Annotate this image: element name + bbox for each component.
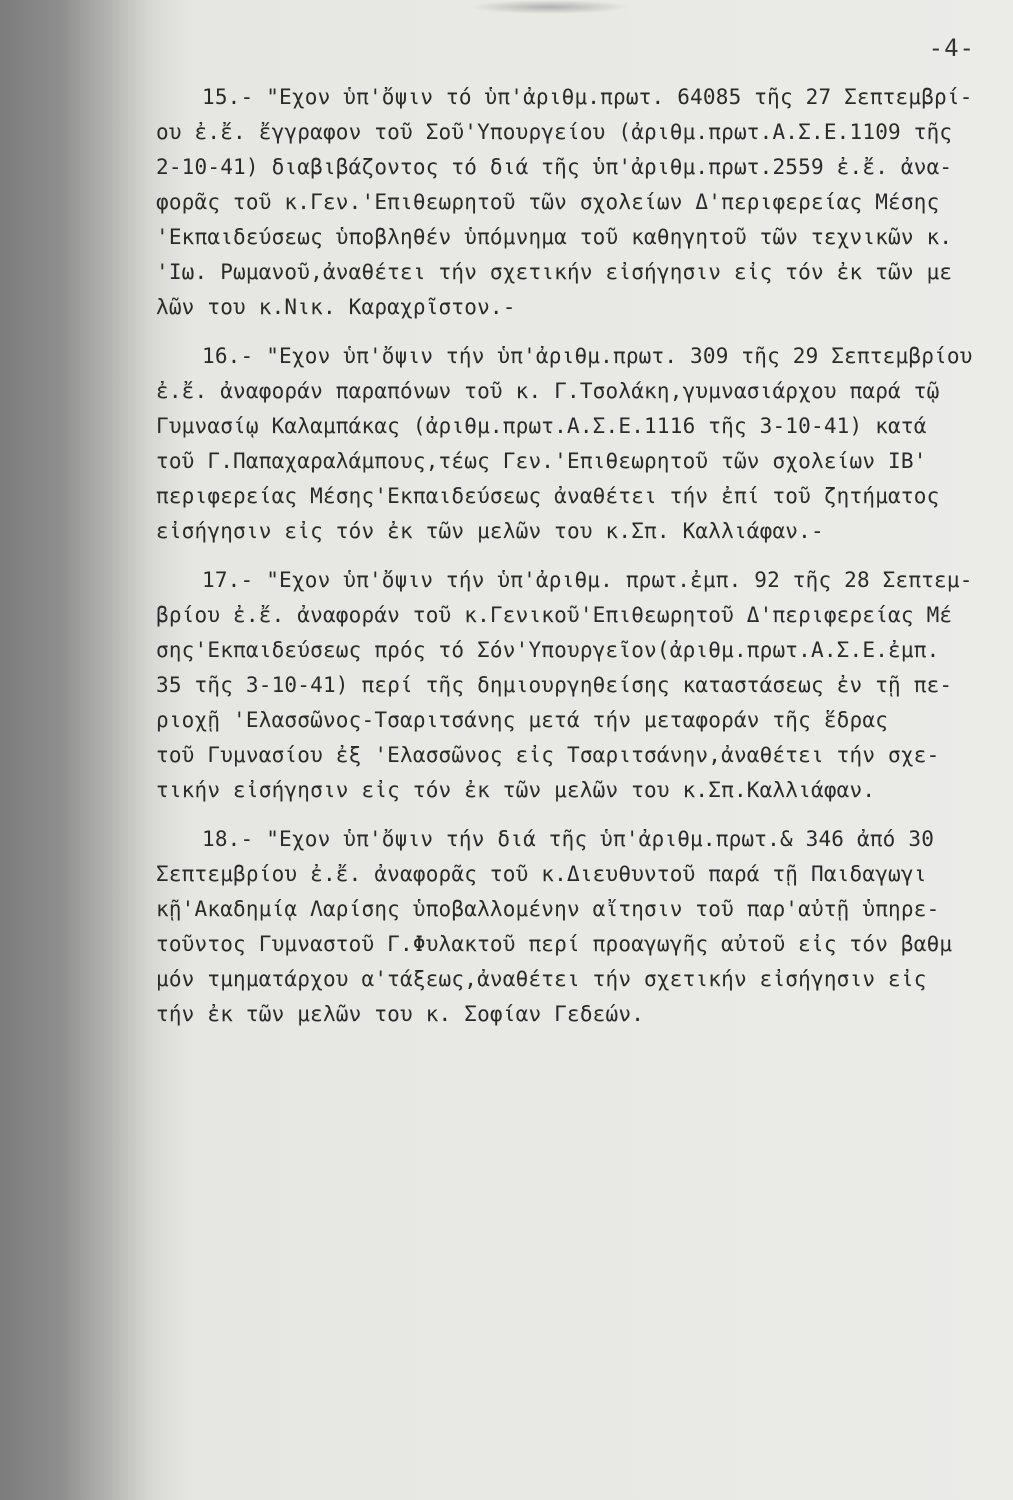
text-line: 'Εκπαιδεύσεως ὑποβληθέν ὑπόμνημα τοῦ καθηγητοῦ τῶν τεχνικῶν κ.	[156, 225, 953, 249]
text-line: τοῦ Γ.Παπαχαραλάμπους,τέως Γεν.'Επιθεωρητοῦ τῶν σχολείων ΙΒ'	[156, 449, 927, 473]
text-line: Σεπτεμβρίου ἐ.ἔ. ἀναφορᾶς τοῦ κ.Διευθυντοῦ παρά τῇ Παιδαγωγι	[156, 862, 927, 886]
text-line: περιφερείας Μέσης'Εκπαιδεύσεως ἀναθέτει τήν ἐπί τοῦ ζητήματος	[156, 484, 940, 508]
paragraph-17	[156, 563, 989, 808]
text-line: κῇ'Ακαδημίᾳ Λαρίσης ὑποβαλλομένην αἴτησιν τοῦ παρ'αὐτῇ ὑπηρε-	[156, 897, 940, 921]
paragraph-16	[156, 339, 989, 549]
scan-smudge	[470, 0, 630, 14]
paragraph-15	[156, 80, 989, 325]
text-line: Γυμνασίῳ Καλαμπάκας (ἀριθμ.πρωτ.Α.Σ.Ε.1116 τῆς 3-10-41) κατά	[156, 414, 927, 438]
text-line: φορᾶς τοῦ κ.Γεν.'Επιθεωρητοῦ τῶν σχολείων Δ'περιφερείας Μέσης	[156, 190, 940, 214]
text-line: 2-10-41) διαβιβάζοντος τό διά τῆς ὑπ'ἀριθμ.πρωτ.2559 ἐ.ἔ. ἀνα-	[156, 155, 953, 179]
text-line: ριοχῇ 'Ελασσῶνος-Τσαριτσάνης μετά τήν μεταφοράν τῆς ἕδρας	[156, 708, 889, 732]
text-line: σης'Εκπαιδεύσεως πρός τό Σόν'Υπουργεῖον(ἀριθμ.πρωτ.Α.Σ.Ε.ἐμπ.	[156, 638, 940, 662]
text-line: τήν ἐκ τῶν μελῶν του κ. Σοφίαν Γεδεών.	[156, 1002, 645, 1026]
text-line: τοῦντος Γυμναστοῦ Γ.Φυλακτοῦ περί προαγωγῆς αὐτοῦ εἰς τόν βαθμ	[156, 932, 953, 956]
text-line: τοῦ Γυμνασίου ἐξ 'Ελασσῶνος εἰς Τσαριτσάνην,ἀναθέτει τήν σχε-	[156, 743, 940, 767]
text-line: 17.- "Εχον ὑπ'ὄψιν τήν ὑπ'ἀριθμ. πρωτ.ἐμπ. 92 τῆς 28 Σεπτεμ-	[202, 568, 973, 592]
text-line: λῶν του κ.Νικ. Καραχρῖστον.-	[156, 295, 516, 319]
text-line: ου ἐ.ἔ. ἔγγραφον τοῦ Σοῦ'Υπουργείου (ἀριθμ.πρωτ.Α.Σ.Ε.1109 τῆς	[156, 120, 953, 144]
text-line: εἰσήγησιν εἰς τόν ἐκ τῶν μελῶν του κ.Σπ. Καλλιάφαν.-	[156, 519, 824, 543]
text-line: 15.- "Εχον ὑπ'ὄψιν τό ὑπ'ἀριθμ.πρωτ. 64085 τῆς 27 Σεπτεμβρί-	[202, 85, 973, 109]
page-number: -4-	[928, 34, 975, 62]
paragraph-18	[156, 822, 989, 1032]
text-line: 16.- "Εχον ὑπ'ὄψιν τήν ὑπ'ἀριθμ.πρωτ. 309 τῆς 29 Σεπτεμβρίου	[202, 344, 973, 368]
text-line: 'Ιω. Ρωμανοῦ,ἀναθέτει τήν σχετικήν εἰσήγησιν εἰς τόν ἐκ τῶν με	[156, 260, 953, 284]
text-line: 35 τῆς 3-10-41) περί τῆς δημιουργηθείσης καταστάσεως ἐν τῇ πε-	[156, 673, 953, 697]
text-line: βρίου ἐ.ἔ. ἀναφοράν τοῦ κ.Γενικοῦ'Επιθεωρητοῦ Δ'περιφερείας Μέ	[156, 603, 953, 627]
document-body	[156, 80, 989, 1046]
text-line: 18.- "Εχον ὑπ'ὄψιν τήν διά τῆς ὑπ'ἀριθμ.πρωτ.& 346 ἀπό 30	[202, 827, 935, 851]
text-line: μόν τμηματάρχου α'τάξεως,ἀναθέτει τήν σχετικήν εἰσήγησιν εἰς	[156, 967, 927, 991]
text-line: ἐ.ἔ. ἀναφοράν παραπόνων τοῦ κ. Γ.Τσολάκη,γυμνασιάρχου παρά τῷ	[156, 379, 940, 403]
text-line: τικήν εἰσήγησιν εἰς τόν ἐκ τῶν μελῶν του κ.Σπ.Καλλιάφαν.	[156, 778, 876, 802]
